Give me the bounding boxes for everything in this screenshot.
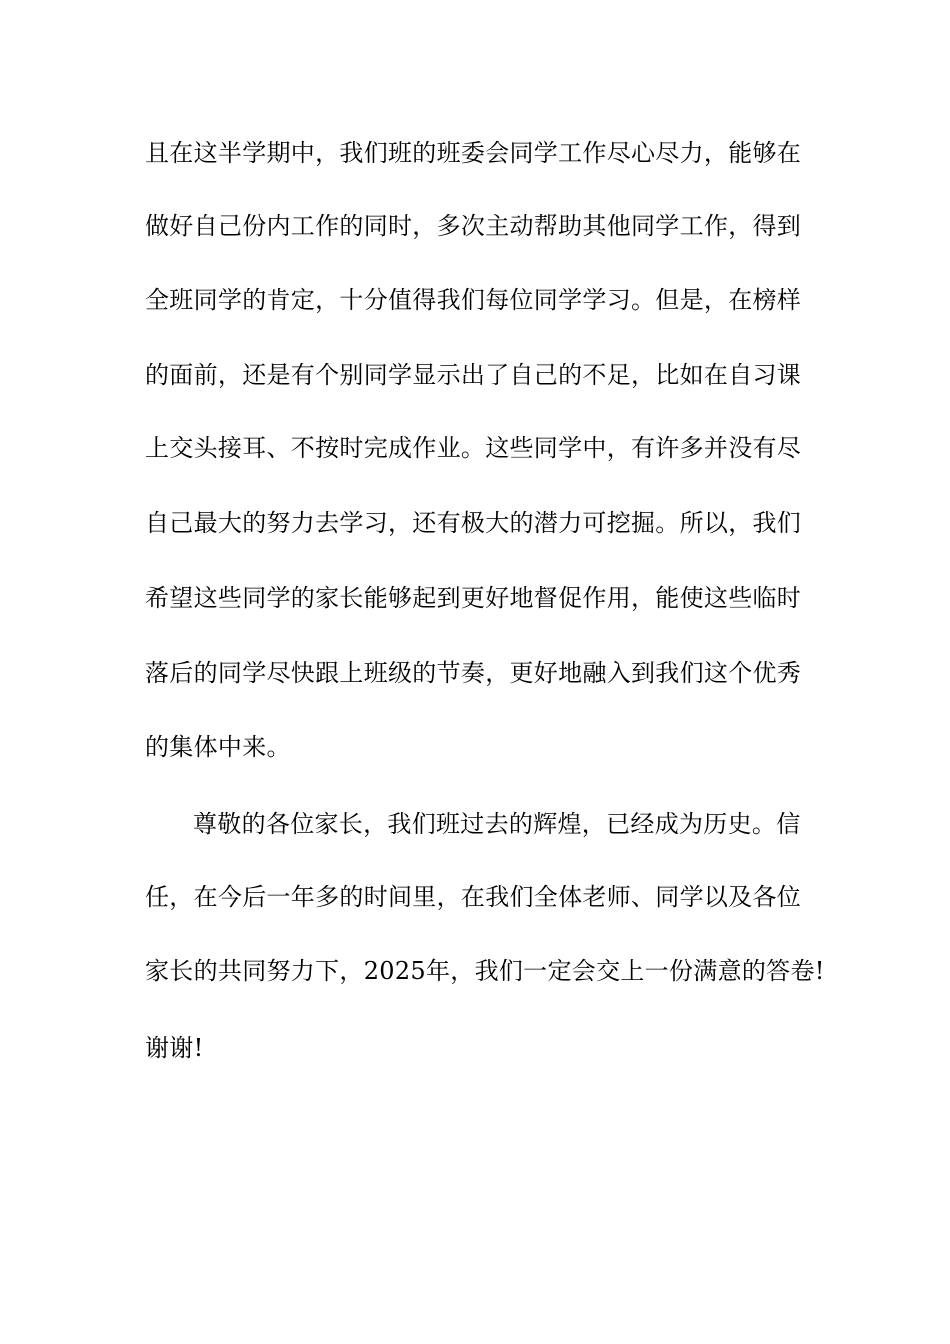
text-line: 自己最大的努力去学习，还有极大的潜力可挖掘。所以，我们 — [145, 509, 802, 537]
text-line: 落后的同学尽快跟上班级的节奏，更好地融入到我们这个优秀 — [145, 659, 802, 687]
text-line: 任，在今后一年多的时间里，在我们全体老师、同学以及各位 — [145, 883, 802, 911]
text-line: 做好自己份内工作的同时，多次主动帮助其他同学工作，得到 — [145, 212, 802, 240]
text-line: 的面前，还是有个别同学显示出了自己的不足，比如在自习课 — [145, 361, 802, 389]
text-line: 谢谢! — [145, 1034, 204, 1062]
text-line: 希望这些同学的家长能够起到更好地督促作用，能使这些临时 — [145, 584, 802, 612]
text-line: 尊敬的各位家长，我们班过去的辉煌，已经成为历史。信 — [193, 810, 801, 838]
text-line: 且在这半学期中，我们班的班委会同学工作尽心尽力，能够在 — [145, 139, 802, 167]
text-line: 家长的共同努力下，2025年，我们一定会交上一份满意的答卷! — [145, 957, 825, 985]
text-line: 的集体中来。 — [145, 733, 291, 761]
text-line: 全班同学的肯定，十分值得我们每位同学学习。但是，在榜样 — [145, 286, 802, 314]
text-line: 上交头接耳、不按时完成作业。这些同学中，有许多并没有尽 — [145, 434, 802, 462]
